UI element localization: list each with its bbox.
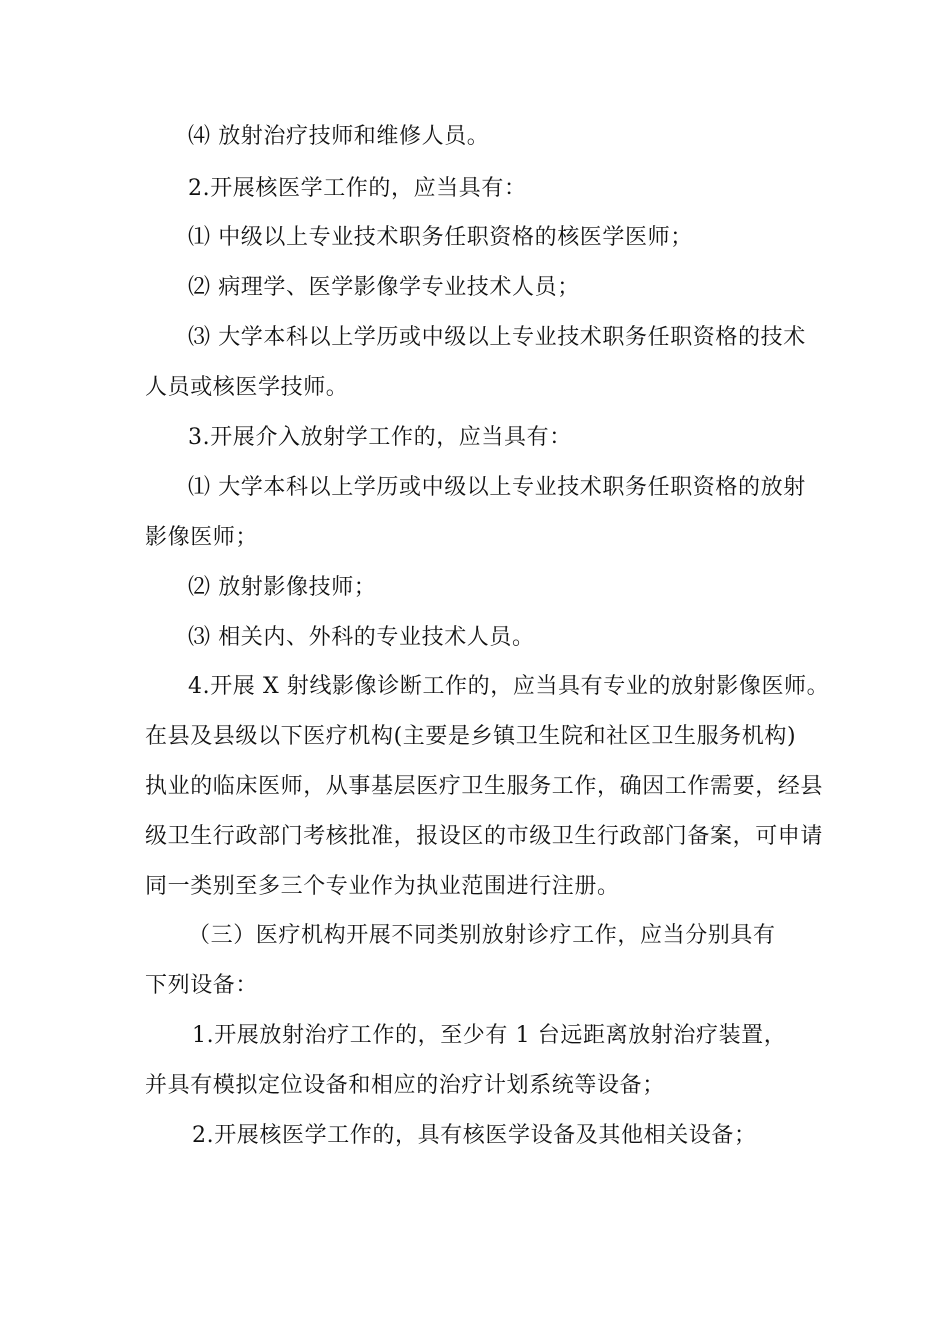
paragraph-line-11: ⑶ 相关内、外科的专业技术人员。 — [188, 625, 535, 650]
paragraph-line-10: ⑵ 放射影像技师； — [188, 575, 377, 600]
paragraph-line-21: 2.开展核医学工作的，具有核医学设备及其他相关设备； — [192, 1123, 757, 1148]
paragraph-line-8: ⑴ 大学本科以上学历或中级以上专业技术职务任职资格的放射 — [188, 475, 806, 500]
paragraph-line-7: 3.开展介入放射学工作的，应当具有： — [188, 425, 572, 450]
paragraph-line-5: ⑶ 大学本科以上学历或中级以上专业技术职务任职资格的技术 — [188, 325, 806, 350]
paragraph-line-12: 4.开展 X 射线影像诊断工作的，应当具有专业的放射影像医师。 — [188, 674, 830, 699]
paragraph-line-6: 人员或核医学技师。 — [145, 375, 349, 400]
paragraph-line-3: ⑴ 中级以上专业技术职务任职资格的核医学医师； — [188, 225, 693, 250]
paragraph-line-14: 执业的临床医师，从事基层医疗卫生服务工作，确因工作需要，经县 — [145, 774, 824, 799]
paragraph-line-19: 1.开展放射治疗工作的，至少有 1 台远距离放射治疗装置， — [192, 1023, 787, 1048]
paragraph-line-16: 同一类别至多三个专业作为执业范围进行注册。 — [145, 874, 620, 899]
paragraph-line-4: ⑵ 病理学、医学影像学专业技术人员； — [188, 275, 580, 300]
paragraph-line-18: 下列设备： — [145, 973, 259, 998]
paragraph-line-13: 在县及县级以下医疗机构(主要是乡镇卫生院和社区卫生服务机构) — [145, 724, 797, 749]
paragraph-line-17: （三）医疗机构开展不同类别放射诊疗工作，应当分别具有 — [188, 923, 776, 948]
paragraph-line-1: ⑷ 放射治疗技师和维修人员。 — [188, 124, 490, 149]
paragraph-line-15: 级卫生行政部门考核批准，报设区的市级卫生行政部门备案，可申请 — [145, 824, 824, 849]
paragraph-line-2: 2.开展核医学工作的，应当具有： — [188, 176, 527, 201]
paragraph-line-20: 并具有模拟定位设备和相应的治疗计划系统等设备； — [145, 1073, 665, 1098]
paragraph-line-9: 影像医师； — [145, 525, 259, 550]
